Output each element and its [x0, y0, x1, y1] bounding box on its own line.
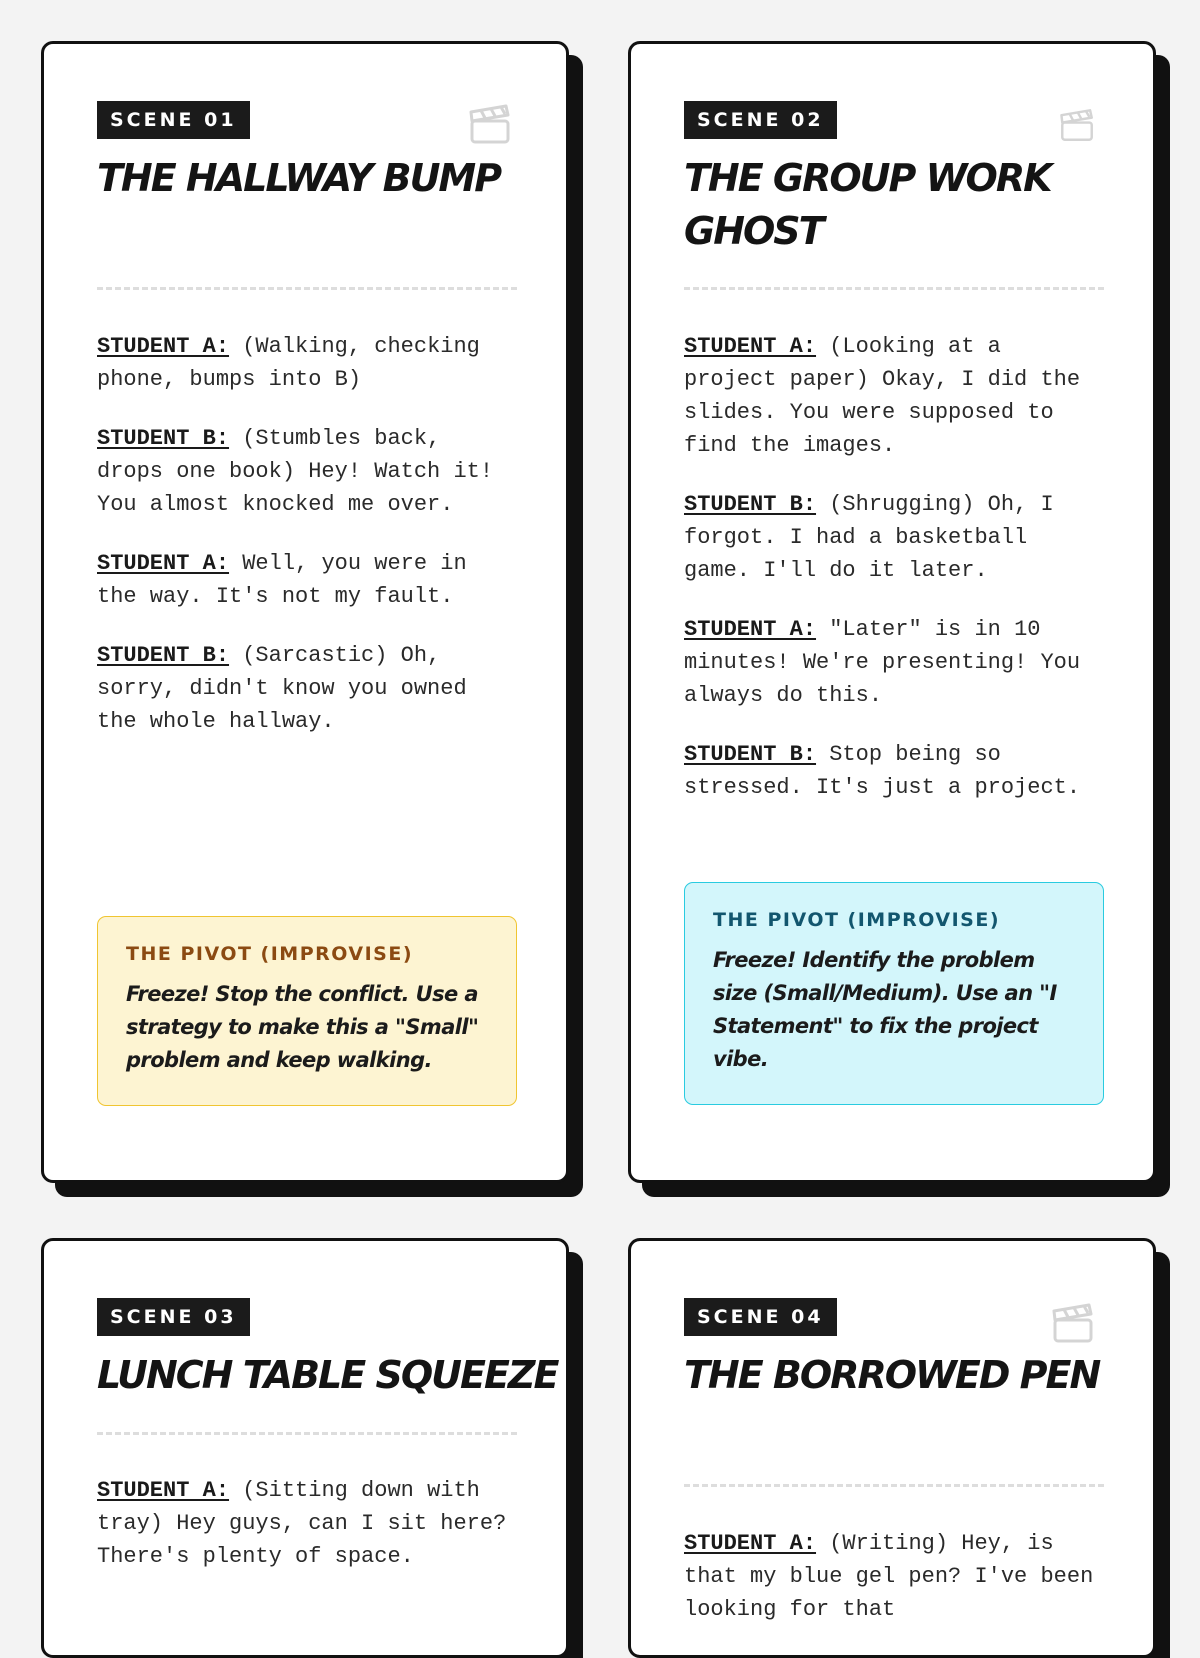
- dialogue-text: Stop being so stressed. It's just a project.: [684, 742, 1081, 800]
- clapperboard-icon: [1051, 1301, 1095, 1345]
- dialogue-text: (Walking, checking phone, bumps into B): [97, 334, 480, 392]
- scene-title: THE HALLWAY BUMP: [97, 156, 501, 200]
- script-lines: [97, 330, 517, 764]
- speaker-label: STUDENT A:: [684, 334, 817, 359]
- script-line: [97, 422, 517, 521]
- script-line: [97, 547, 517, 613]
- divider: [684, 1484, 1104, 1487]
- scene-title: THE BORROWED PEN: [684, 1353, 1100, 1397]
- scene-badge: SCENE 01: [97, 101, 250, 139]
- script-line: [97, 639, 517, 738]
- pivot-text: Freeze! Stop the conflict. Use a strategy to make this a "Small" problem and keep walking.: [126, 982, 479, 1072]
- scene-card-1: [41, 41, 569, 1183]
- scene-title: LUNCH TABLE SQUEEZE: [97, 1353, 558, 1397]
- clapperboard-icon: [1059, 107, 1095, 143]
- scene-badge: SCENE 02: [684, 101, 837, 139]
- scene-title: THE GROUP WORK GHOST: [684, 156, 1051, 253]
- script-lines: [684, 330, 1104, 830]
- script-line: [684, 613, 1104, 712]
- dialogue-text: (Looking at a project paper) Okay, I did the slides. You were supposed to find the images.: [684, 334, 1081, 458]
- scene-badge: SCENE 03: [97, 1298, 250, 1336]
- scene-card-4: [628, 1238, 1156, 1658]
- divider: [97, 1432, 517, 1435]
- speaker-label: STUDENT A:: [97, 551, 230, 576]
- speaker-label: STUDENT A:: [684, 617, 817, 642]
- pivot-label: THE PIVOT (IMPROVISE): [713, 909, 1001, 931]
- script-line: [684, 1527, 1104, 1626]
- dialogue-text: (Sitting down with tray) Hey guys, can I sit here? There's plenty of space.: [97, 1478, 507, 1569]
- script-line: [97, 330, 517, 396]
- script-lines: [97, 1474, 517, 1599]
- dialogue-text: "Later" is in 10 minutes! We're presenting! You always do this.: [684, 617, 1081, 708]
- pivot-label: THE PIVOT (IMPROVISE): [126, 943, 414, 965]
- dialogue-text: (Sarcastic) Oh, sorry, didn't know you owned the whole hallway.: [97, 643, 467, 734]
- speaker-label: STUDENT B:: [97, 643, 230, 668]
- speaker-label: STUDENT B:: [684, 492, 817, 517]
- script-line: [684, 488, 1104, 587]
- speaker-label: STUDENT B:: [97, 426, 230, 451]
- scene-card-2: [628, 41, 1156, 1183]
- divider: [97, 287, 517, 290]
- speaker-label: STUDENT A:: [684, 1531, 817, 1556]
- divider: [684, 287, 1104, 290]
- scene-badge: SCENE 04: [684, 1298, 837, 1336]
- pivot-box: [684, 882, 1104, 1105]
- dialogue-text: Well, you were in the way. It's not my fault.: [97, 551, 467, 609]
- speaker-label: STUDENT A:: [97, 334, 230, 359]
- scene-card-3: [41, 1238, 569, 1658]
- script-line: [684, 330, 1104, 462]
- dialogue-text: (Writing) Hey, is that my blue gel pen? I've been looking for that: [684, 1531, 1094, 1622]
- speaker-label: STUDENT B:: [684, 742, 817, 767]
- script-lines: [684, 1527, 1104, 1652]
- dialogue-text: (Shrugging) Oh, I forgot. I had a basketball game. I'll do it later.: [684, 492, 1054, 583]
- script-line: [684, 738, 1104, 804]
- dialogue-text: (Stumbles back, drops one book) Hey! Watch it! You almost knocked me over.: [97, 426, 494, 517]
- clapperboard-icon: [468, 102, 512, 146]
- speaker-label: STUDENT A:: [97, 1478, 230, 1503]
- pivot-box: [97, 916, 517, 1106]
- script-line: [97, 1474, 517, 1573]
- pivot-text: Freeze! Identify the problem size (Small/Medium). Use an "I Statement" to fix the project vibe.: [713, 948, 1057, 1071]
